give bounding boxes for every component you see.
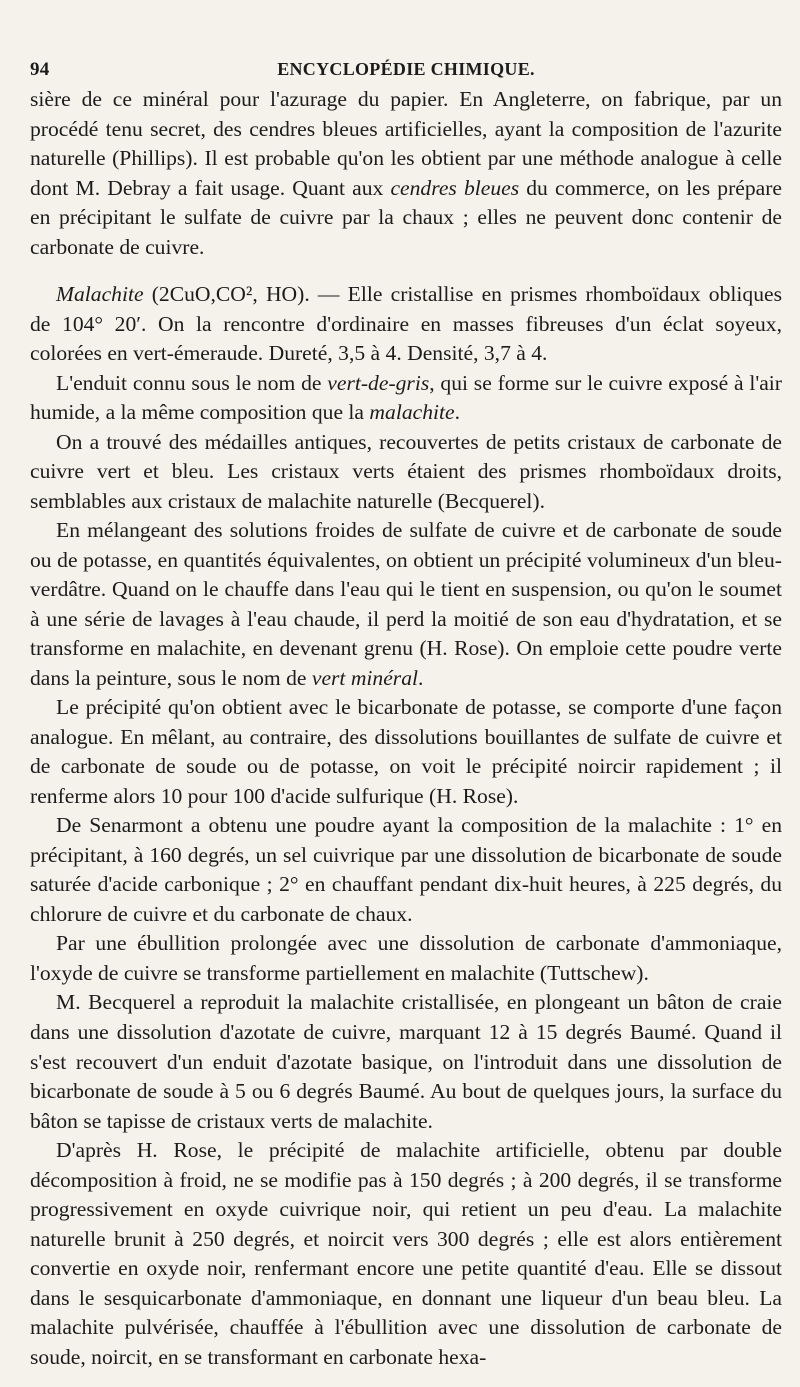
text-segment: En mélangeant des solutions froides de sulfate de cuivre et de carbonate de soude ou de potasse, en quantités équivalentes, on obtient un précipité volumineux d'un bleu-verdâtre. Quand on le chauffe dans l'eau qui le tient en suspension, ou qu'on le soumet à une série de lavages à l'eau chaude, il perd la moitié de son eau d'hydratation, et se transforme en malachite, en devenant grenu (H. Rose). On emploie cette poudre verte dans la peinture, sous le nom de xyxy=(30,518,782,690)
text-segment: De Senarmont a obtenu une poudre ayant la composition de la malachite : 1° en précipitant, à 160 degrés, un sel cuivrique par une dissolution de bicarbonate de soude saturée d'acide carbonique ; 2° en chauffant pendant dix-huit heures, à 225 degrés, du chlorure de cuivre et du carbonate de chaux. xyxy=(30,813,782,926)
text-segment: D'après H. Rose, le précipité de malachite artificielle, obtenu par double décomposition à froid, ne se modifie pas à 150 degrés ; à 200 degrés, il se transforme progressivement en oxyde cuivrique noir, qui retient un peu d'eau. La malachite naturelle brunit à 250 degrés, et noircit vers 300 degrés ; elle est alors entièrement convertie en oxyde noir, renfermant encore une petite quantité d'eau. Elle se dissout dans le sesquicarbonate d'ammoniaque, en donnant une liqueur d'un beau bleu. La malachite pulvérisée, chauffée à l'ébullition avec une dissolution de carbonate de soude, noircit, en se transformant en carbonate hexa- xyxy=(30,1138,782,1369)
text-segment: , qui se forme sur le cuivre exposé à l'air humide, a la même composition que la xyxy=(30,370,782,425)
italic-term: cendres bleues xyxy=(390,175,520,200)
italic-term: vert minéral xyxy=(311,665,419,690)
italic-term: vert-de-gris xyxy=(327,370,430,395)
running-title: ENCYCLOPÉDIE CHIMIQUE. xyxy=(277,59,535,79)
book-page xyxy=(30,55,782,1372)
text-segment: . xyxy=(418,665,424,690)
text-segment: du commerce, on les prépare en précipitant le sulfate de cuivre par la chaux ; elles ne peuvent donc contenir de carbonate de cuivre. xyxy=(30,175,782,259)
paragraph xyxy=(30,929,782,988)
paragraph xyxy=(30,85,782,262)
text-segment: M. Becquerel a reproduit la malachite cristallisée, en plongeant un bâton de craie dans une dissolution d'azotate de cuivre, marquant 12 à 15 degrés Baumé. Quand il s'est recouvert d'un enduit d'azotate basique, on l'introduit dans une dissolution de bicarbonate de soude à 5 ou 6 degrés Baumé. Au bout de quelques jours, la surface du bâton se tapisse de cristaux verts de malachite. xyxy=(30,990,782,1133)
text-segment: sière de ce minéral pour l'azurage du papier. En Angleterre, on fabrique, par un procédé tenu secret, des cendres bleues artificielles, ayant la composition de l'azurite naturelle (Phillips). Il est probable qu'on les obtient par une méthode analogue à celle dont M. Debray a fait usage. Quant aux xyxy=(30,87,782,200)
page-header xyxy=(30,55,782,85)
text-segment: (2CuO,CO², HO). — Elle cristallise en prismes rhomboïdaux obliques de 104° 20′. On la rencontre d'ordinaire en masses fibreuses d'un éclat soyeux, colorées en vert-émeraude. Dureté, 3,5 à 4. Densité, 3,7 à 4. xyxy=(30,282,782,366)
paragraph xyxy=(30,988,782,1136)
italic-term: malachite xyxy=(369,400,455,425)
paragraph-malachite-heading xyxy=(30,280,782,369)
section-term: Malachite xyxy=(56,282,144,307)
text-segment: . xyxy=(454,400,460,425)
text-segment: L'enduit connu sous le nom de xyxy=(56,370,328,395)
paragraph xyxy=(30,693,782,811)
paragraph xyxy=(30,516,782,693)
text-segment: On a trouvé des médailles antiques, recouvertes de petits cristaux de carbonate de cuivre vert et bleu. Les cristaux verts étaient des prismes rhomboïdaux droits, semblables aux cristaux de malachite naturelle (Becquerel). xyxy=(30,429,782,513)
page-number: 94 xyxy=(30,59,50,80)
paragraph xyxy=(30,369,782,428)
paragraph xyxy=(30,811,782,929)
paragraph xyxy=(30,1136,782,1372)
text-segment: Par une ébullition prolongée avec une dissolution de carbonate d'ammoniaque, l'oxyde de cuivre se transforme partiellement en malachite (Tuttschew). xyxy=(30,931,782,985)
body-text xyxy=(30,85,782,1372)
text-segment: Le précipité qu'on obtient avec le bicarbonate de potasse, se comporte d'une façon analogue. En mêlant, au contraire, des dissolutions bouillantes de sulfate de cuivre et de carbonate de soude ou de potasse, on voit le précipité noircir rapidement ; il renferme alors 10 pour 100 d'acide sulfurique (H. Rose). xyxy=(30,695,782,808)
paragraph xyxy=(30,428,782,517)
